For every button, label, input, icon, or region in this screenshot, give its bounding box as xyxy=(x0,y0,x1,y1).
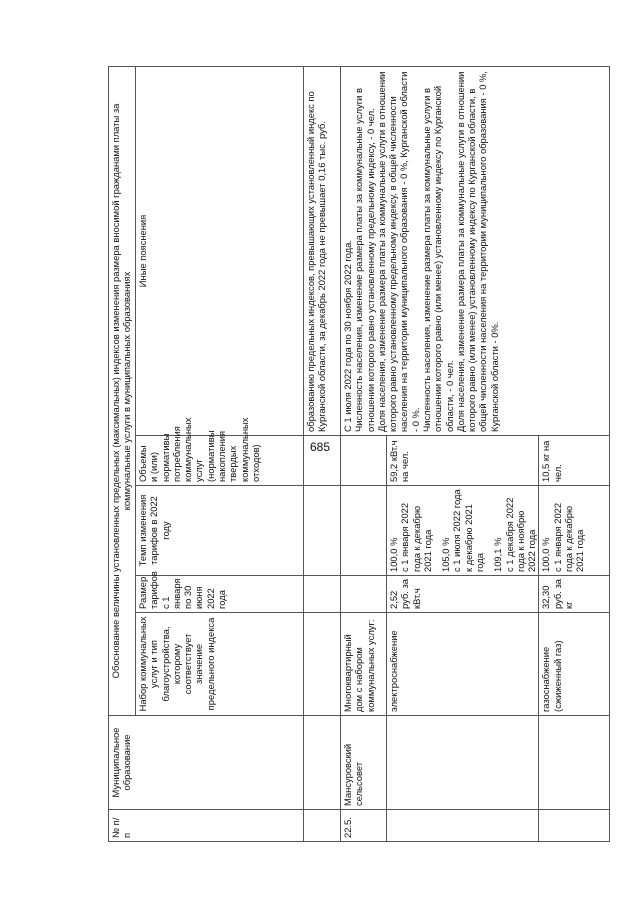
header-group-title: Обоснование величины установленных предельных (максимальных) индексов изменения размера вносимой гражданами платы за коммунальные услуги в муниципальных образованиях xyxy=(109,66,136,715)
municipality-name: Мансуровский сельсовет xyxy=(341,716,387,810)
header-service-set: Набор коммунальных услуг и тип благоустройства, которому соответствует значение предельного индекса xyxy=(136,613,304,716)
volume-electricity: 59,2 кВт.ч на чел. xyxy=(387,436,539,486)
header-num: № п/п xyxy=(109,810,304,842)
housing-type: Многоквартирный дом с набором коммунальных услуг: xyxy=(341,613,387,716)
row-number: 22.5. xyxy=(341,810,387,842)
growth-period: с 1 января 2022 года к декабрю 2021 года xyxy=(551,502,586,572)
growth-period: с 1 декабря 2022 года к ноябрю 2022 года xyxy=(503,497,538,572)
tariff-electricity: 2,52 руб. за кВт.ч xyxy=(387,576,539,613)
page-number: 685 xyxy=(309,440,331,454)
growth-value: 100,0 % xyxy=(540,537,552,572)
tariff-gas: 32,30 руб. за кг xyxy=(539,576,610,613)
growth-gas xyxy=(539,486,610,576)
service-gas: газоснабжение (сжиженный газ) xyxy=(539,613,610,716)
carry-over-note: образованию предельных индексов, превышающих установленный индекс по Курганской области, за декабрь 2022 года не превышает 0,16 тыс. руб. xyxy=(304,66,341,435)
header-notes: Иные пояснения xyxy=(136,66,304,435)
header-volume: Объемы и (или) нормативы потребления коммунальных услуг (нормативы накопления твердых коммунальных отходов) xyxy=(136,436,304,486)
growth-value: 105,0 % xyxy=(440,537,452,572)
growth-electricity xyxy=(387,486,539,576)
notes-main: С 1 июля 2022 года по 30 ноября 2022 года. Численность населения, изменение размера платы за коммунальные услуги в отношении которого равно установленному предельному индексу, - 0 чел. Доля населения, изменение размера платы за коммунальные услуги в отношении которого равно установленному предельному индексу, в общей численности населения на территории муниципального образования - 0 %, Курганской области - 0 %. Численность населения, изменение размера платы за коммунальные услуги в отношении которого равно (или менее) установленному индексу по Курганской области, - 0 чел. Доля населения, изменение размера платы за коммунальные услуги в отношении которого равно (или менее) установленному индексу по Курганской области, в общей численности населения на территории муниципального образования - 0 %, Курганской области - 0%. xyxy=(341,66,610,435)
service-electricity: электроснабжение xyxy=(387,613,539,716)
header-growth: Темп изменения тарифов в 2022 году xyxy=(136,486,304,576)
rotated-table-wrapper xyxy=(108,67,605,842)
growth-value: 109,1 % xyxy=(492,537,504,572)
growth-period: с 1 июля 2022 года к декабрю 2021 года xyxy=(451,489,485,572)
header-municipality: Муниципальное образование xyxy=(109,716,304,810)
header-tariff: Размер тарифов с 1 января по 30 июня 2022 года xyxy=(136,576,304,613)
growth-value: 100,0 % xyxy=(388,537,399,572)
tariff-table xyxy=(108,66,610,842)
growth-period: с 1 января 2022 года к декабрю 2021 года xyxy=(399,502,433,572)
volume-gas: 10,5 кг на чел. xyxy=(539,436,610,486)
